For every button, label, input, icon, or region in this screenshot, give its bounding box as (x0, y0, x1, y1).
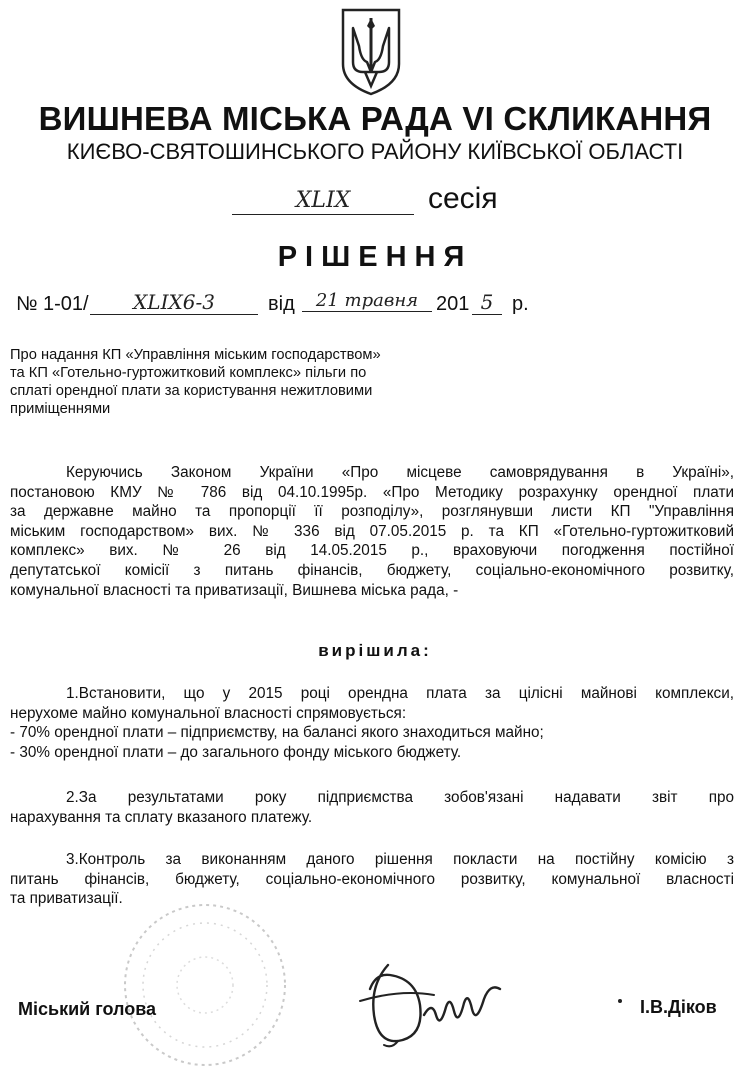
item-3-line: питань фінансів, бюджету, соціально-економічного розвитку, комунальної власності (10, 870, 734, 888)
decision-year-prefix: 201 (436, 293, 470, 315)
decision-number-line (16, 288, 736, 322)
decision-year-suffix: 5 (472, 290, 502, 315)
subject-line: приміщеннями (10, 401, 111, 417)
decision-number-prefix: № 1-01/ (16, 293, 89, 315)
signature-title: Міський голова (18, 999, 157, 1019)
item-1-line: - 30% орендної плати – до загального фонду міського бюджету. (10, 743, 462, 761)
preamble-line: за державне майно та пропорції її розподілу», розглянувши листи КП "Управління (10, 503, 734, 521)
decision-date-value: 21 травня (302, 290, 432, 312)
session-label: сесія (428, 182, 498, 215)
item-2 (10, 788, 734, 827)
decision-number-value: XLIX6-3 (90, 290, 258, 315)
decision-subject (10, 346, 450, 418)
subject-line: Про надання КП «Управління міським господарством» (10, 347, 381, 363)
signature-name: І.В.Діков (640, 997, 717, 1017)
preamble-line: депутатської комісії з питань фінансів, бюджету, соціально-економічного розвитку, (10, 561, 734, 579)
preamble (10, 463, 734, 600)
decision-heading: РІШЕННЯ (277, 241, 473, 273)
item-2-line: нарахування та сплату вказаного платежу. (10, 808, 313, 826)
council-title: ВИШНЕВА МІСЬКА РАДА VI СКЛИКАННЯ (38, 100, 712, 137)
preamble-line: постановою КМУ № 786 від 04.10.1995р. «Про Методику розрахунку орендної плати (10, 483, 734, 501)
subject-line: та КП «Готельно-гуртожитковий комплекс» пільги по (10, 365, 367, 381)
resolved-label: вирішила: (318, 641, 432, 660)
preamble-line: міським господарством» вих. № 336 від 07.05.2015 р. та КП «Готельно-гуртожитковий (10, 522, 734, 540)
preamble-line: Керуючись Законом України «Про місцеве самоврядування в Україні», (66, 464, 734, 481)
session-number: XLIX (232, 188, 414, 215)
decision-date-prefix: від (268, 293, 295, 315)
item-3-line: 3.Контроль за виконанням даного рішення покласти на постійну комісію з (66, 851, 734, 868)
preamble-line: комунальної власності та приватизації, Вишнева міська рада, - (10, 581, 459, 599)
council-subtitle: КИЄВО-СВЯТОШИНСЬКОГО РАЙОНУ КИЇВСЬКОЇ ОБЛАСТІ (66, 139, 684, 164)
item-1-line: нерухоме майно комунальної власності спрямовується: (10, 704, 407, 722)
mayor-signature (340, 945, 520, 1055)
dot-mark (618, 999, 622, 1003)
subject-line: сплаті орендної плати за користування нежитловими (10, 383, 373, 399)
item-3-line: та приватизації. (10, 890, 123, 908)
session-line (232, 182, 532, 222)
official-stamp (100, 900, 310, 1070)
item-1-line: 1.Встановити, що у 2015 році орендна плата за цілісні майнові комплекси, (66, 685, 734, 702)
preamble-line: комплекс» вих. № 26 від 14.05.2015 р., враховуючи погодження постійної (10, 542, 734, 560)
coat-of-arms-icon (339, 6, 403, 96)
item-2-line: 2.За результатами року підприємства зобов'язані надавати звіт про (66, 789, 734, 806)
item-1 (10, 684, 734, 762)
item-1-line: - 70% орендної плати – підприємству, на балансі якого знаходиться майно; (10, 724, 544, 742)
decision-year-unit: р. (512, 293, 529, 315)
